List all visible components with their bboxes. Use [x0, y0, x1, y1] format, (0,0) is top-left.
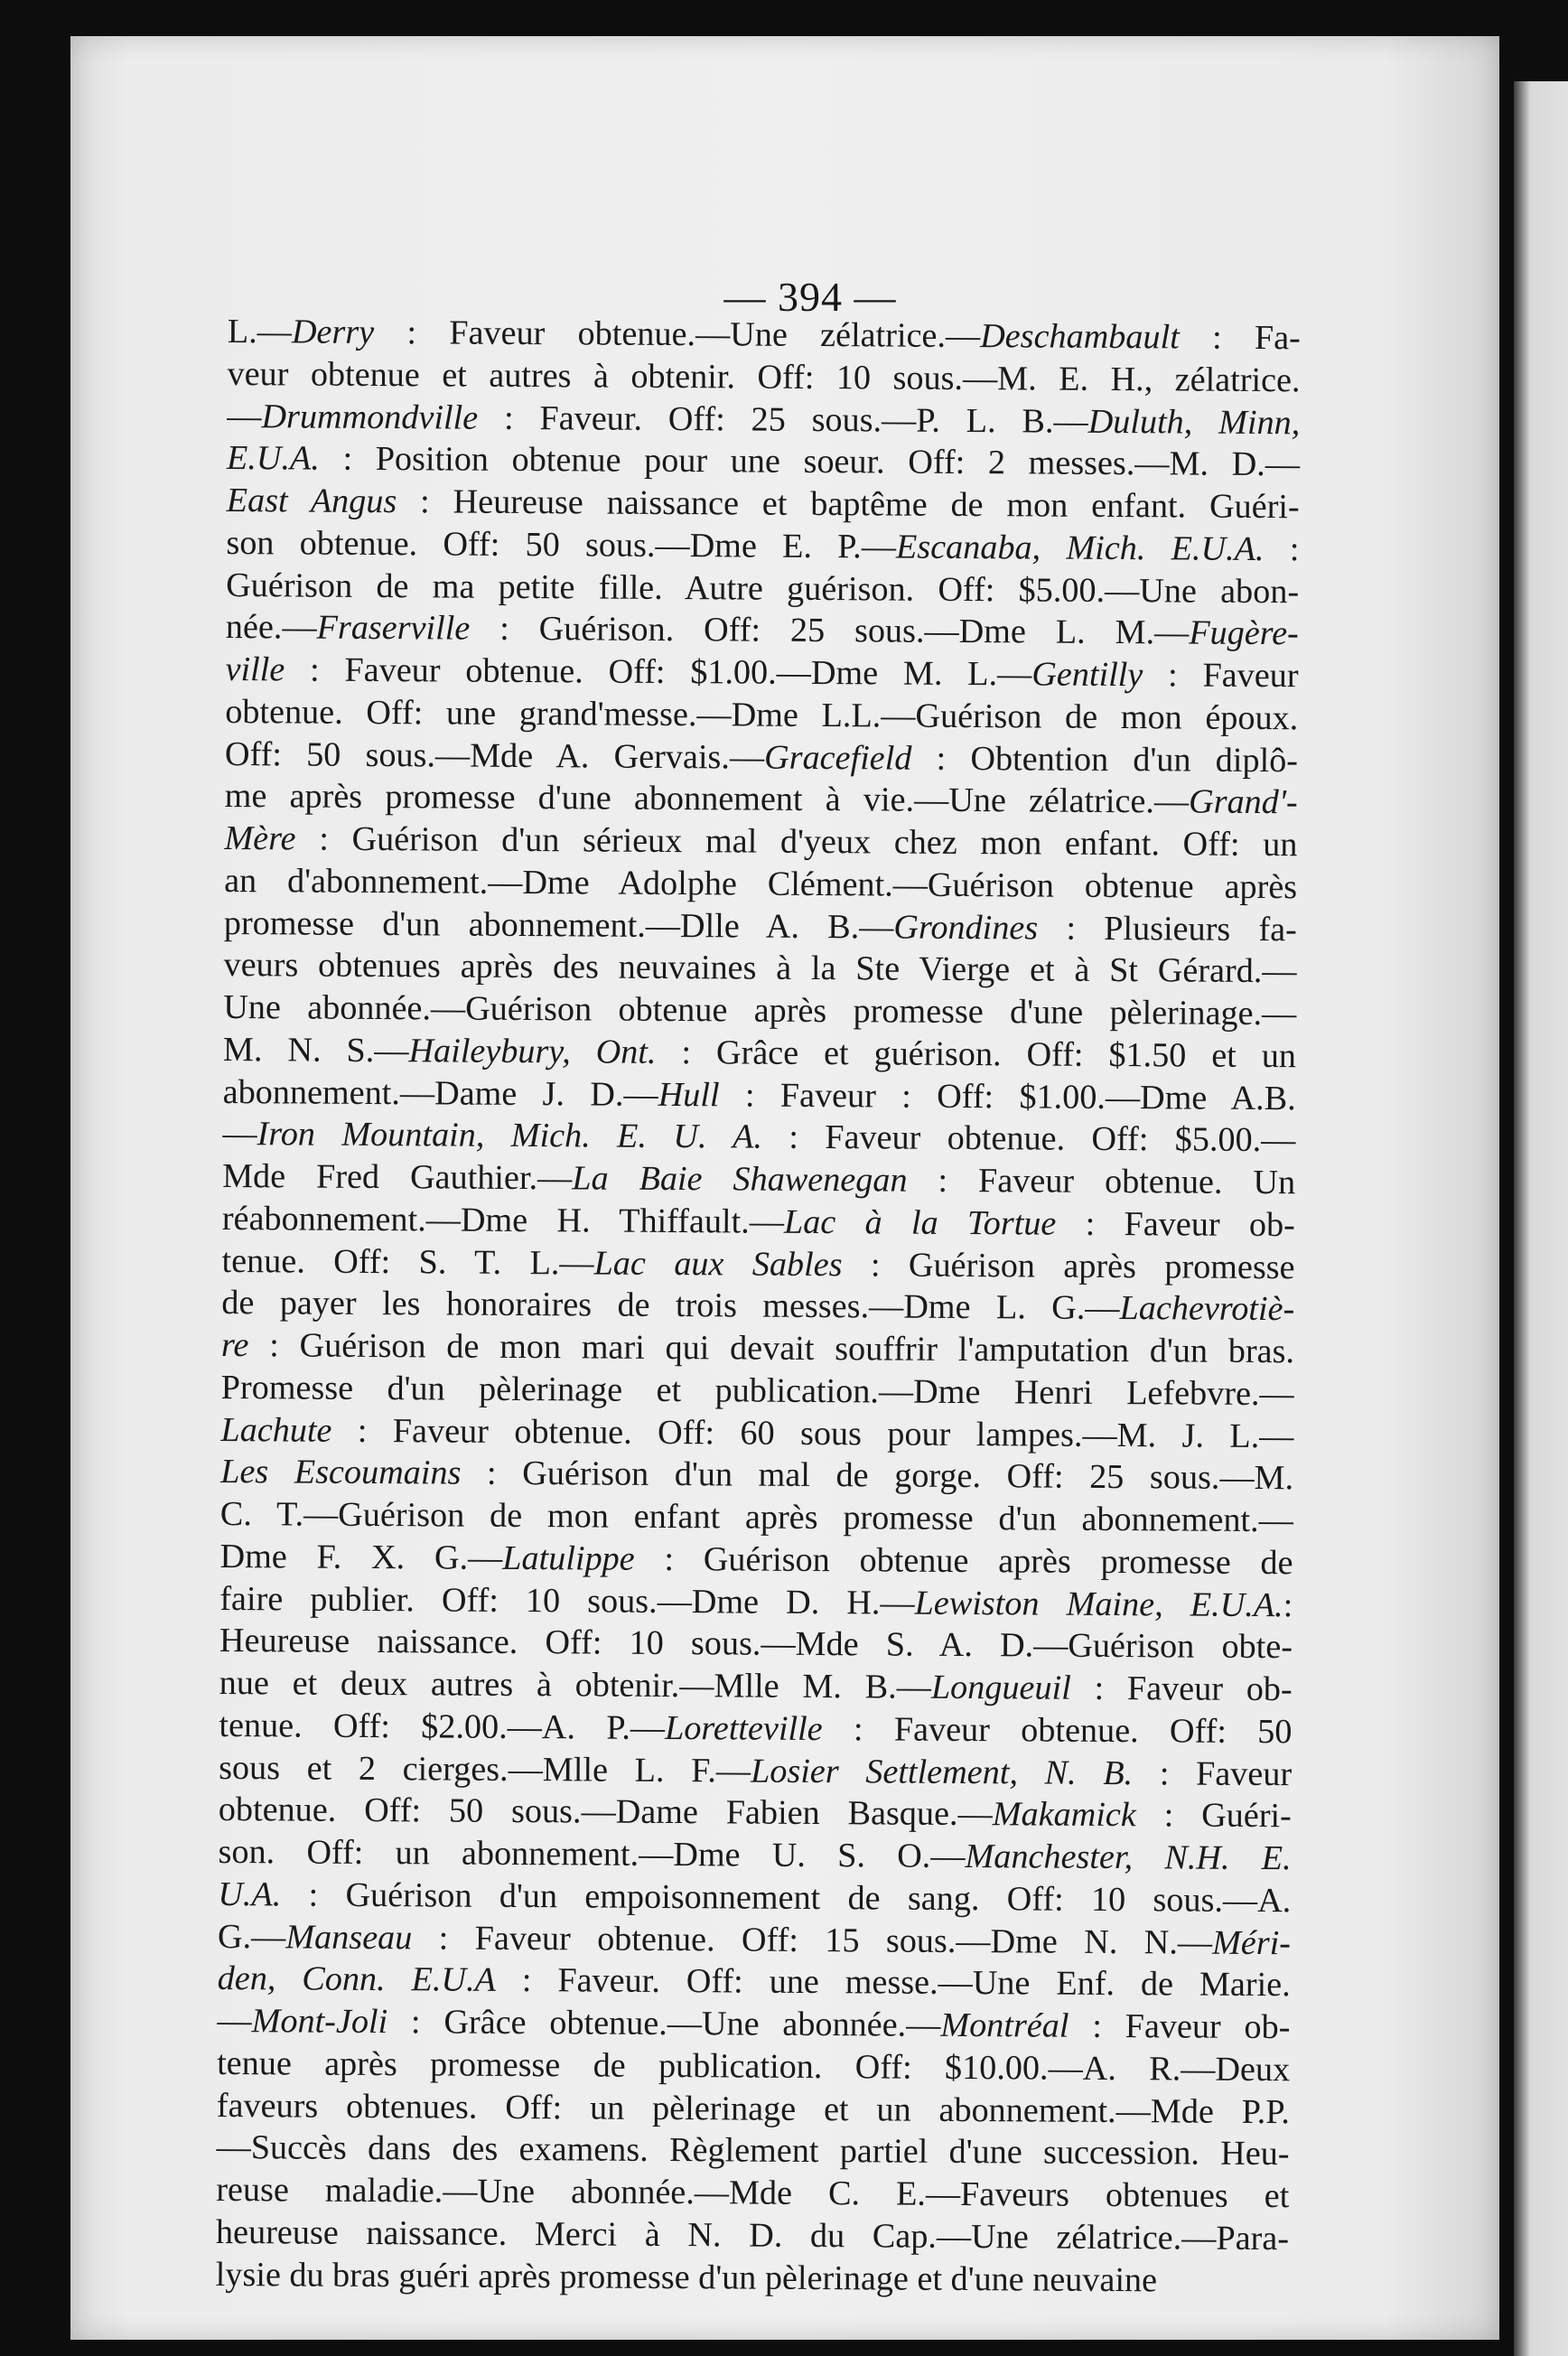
place-name: Makamick	[992, 1795, 1136, 1835]
text-line	[216, 2127, 1289, 2175]
place-name: Fraserville	[316, 608, 471, 648]
text-run: : Faveur	[1133, 1753, 1293, 1793]
text-line	[221, 1367, 1294, 1416]
text-line	[225, 733, 1298, 781]
text-run: : Faveur obtenue. Off: 15 sous.—Dme N. N.—	[412, 1918, 1213, 1962]
text-run: : Faveur obtenue. Off: 60 sous pour lampes.—M. J. L.—	[331, 1411, 1294, 1455]
text-run: : Guérison d'un mal de gorge. Off: 25 sous.—M.	[461, 1454, 1294, 1498]
text-run: : Faveur. Off: une messe.—Une Enf. de Marie.	[495, 1961, 1291, 2005]
place-name: Losier Settlement, N. B.	[750, 1752, 1134, 1792]
text-run: : Guérison d'un sérieux mal d'yeux chez mon enfant. Off: un	[295, 819, 1298, 865]
place-name: Manseau	[285, 1917, 413, 1957]
place-name: U.A.	[218, 1875, 282, 1914]
text-line	[224, 818, 1297, 866]
text-run: —	[227, 397, 262, 435]
text-run: : Guérison d'un empoisonnement de sang. Off: 10 sous.—A.	[281, 1875, 1292, 1920]
text-line	[219, 1536, 1293, 1585]
text-run: —Succès dans des examens. Règlement partiel d'une succession. Heu-	[216, 2128, 1290, 2174]
text-run: son. Off: un abonnement.—Dme U. S. O.—	[218, 1832, 966, 1876]
text-run: : Grâce et guérison. Off: $1.50 et un	[656, 1033, 1297, 1075]
text-run: L.—	[227, 312, 293, 351]
page-number: — 394 —	[723, 274, 897, 320]
place-name: Grondines	[893, 908, 1039, 947]
facing-page-edge	[1514, 81, 1568, 2356]
text-line	[223, 944, 1296, 993]
text-line	[218, 1831, 1291, 1880]
text-run: sous et 2 cierges.—Mlle L. F.—	[219, 1748, 751, 1790]
place-name: Fugère-	[1189, 613, 1299, 653]
text-run: —	[222, 1115, 257, 1154]
text-line	[218, 1874, 1291, 1922]
text-run: :	[1283, 1585, 1293, 1624]
text-run: Off: 50 sous.—Mde A. Gervais.—	[224, 734, 765, 777]
text-run: née.—	[225, 608, 317, 647]
text-run: réabonnement.—Dme H. Thiffault.—	[221, 1199, 785, 1241]
text-run: : Faveur obtenue. Off: $5.00.—	[761, 1117, 1296, 1160]
place-name: Deschambault	[980, 317, 1180, 357]
place-name: Iron Mountain, Mich. E. U. A.	[257, 1115, 763, 1156]
text-run: veur obtenue et autres à obtenir. Off: 10 sous.—M. E. H., zélatrice.	[227, 354, 1301, 400]
place-name: Mont-Joli	[251, 2002, 388, 2042]
place-name: E.U.A.	[226, 439, 321, 478]
text-run: : Faveur obtenue. Off: 50	[822, 1709, 1293, 1751]
text-run: tenue. Off: S. T. L.—	[221, 1241, 594, 1282]
text-run: : Faveur obtenue. Un	[907, 1161, 1296, 1202]
text-run: nue et deux autres à obtenir.—Mlle M. B.—	[219, 1663, 932, 1706]
text-run: faire publier. Off: 10 sous.—Dme D. H.—	[219, 1579, 915, 1622]
text-run: faveurs obtenues. Off: un pèlerinage et un abonnement.—Mde P.P.	[216, 2086, 1290, 2131]
text-line	[222, 1113, 1295, 1162]
text-run: : Guérison après promesse	[842, 1245, 1295, 1286]
text-run: : Faveur obtenue. Off: $1.00.—Dme M. L.—	[285, 650, 1032, 694]
text-line	[227, 437, 1300, 486]
place-name: Lac aux Sables	[593, 1243, 843, 1284]
text-run: : Plusieurs fa-	[1038, 908, 1297, 949]
text-run: obtenue. Off: une grand'messe.—Dme L.L.—Guérison de mon époux.	[225, 692, 1299, 737]
text-line	[219, 1620, 1293, 1669]
text-line	[217, 2084, 1290, 2133]
text-line	[217, 2000, 1290, 2049]
text-run: : Grâce obtenue.—Une abonnée.—	[387, 2003, 941, 2044]
place-name: Grand'-	[1188, 782, 1298, 822]
text-line	[221, 1324, 1294, 1373]
text-run: Promesse d'un pèlerinage et publication.—Dme Henri Lefebvre.—	[220, 1368, 1294, 1413]
text-run: : Guérison. Off: 25 sous.—Dme L. M.—	[470, 609, 1190, 652]
text-run: : Fa-	[1179, 318, 1301, 358]
text-line	[218, 1958, 1291, 2006]
text-run: : Heureuse naissance et baptême de mon enfant. Guéri-	[397, 482, 1300, 527]
text-run: : Faveur. Off: 25 sous.—P. L. B.—	[478, 398, 1088, 441]
place-name: Manchester, N.H. E.	[965, 1837, 1292, 1878]
text-line	[216, 2253, 1289, 2302]
text-line	[222, 1198, 1295, 1247]
text-line	[217, 2043, 1290, 2091]
place-name: Duluth, Minn,	[1087, 402, 1301, 442]
place-name: Méri-	[1211, 1923, 1292, 1962]
body-text	[216, 311, 1301, 2302]
text-line	[220, 1451, 1293, 1500]
place-name: Lewiston Maine, E.U.A.	[914, 1584, 1283, 1624]
text-run: : Faveur	[1143, 656, 1299, 696]
text-run: : Position obtenue pour une soeur. Off: 2 messes.—M. D.—	[319, 439, 1301, 484]
text-line	[220, 1408, 1293, 1457]
text-line	[223, 986, 1296, 1035]
text-line	[221, 1282, 1294, 1331]
text-line	[226, 606, 1299, 655]
text-line	[219, 1746, 1292, 1795]
text-run: tenue. Off: $2.00.—A. P.—	[219, 1706, 666, 1747]
text-run: tenue après promesse de publication. Off: $10.00.—A. R.—Deux	[217, 2043, 1291, 2089]
text-run: M. N. S.—	[222, 1030, 409, 1070]
place-name: Haileybury, Ont.	[408, 1031, 657, 1071]
text-line	[223, 1029, 1296, 1078]
text-line	[218, 1915, 1291, 1964]
text-line	[223, 1070, 1296, 1119]
text-run: lysie du bras guéri après promesse d'un pèlerinage et d'une neuvaine	[215, 2255, 1158, 2299]
text-run: abonnement.—Dame J. D.—	[222, 1072, 658, 1114]
text-line	[222, 1155, 1295, 1204]
text-line	[219, 1662, 1293, 1711]
text-line	[225, 691, 1298, 740]
text-run: promesse d'un abonnement.—Dlle A. B.—	[223, 903, 894, 947]
text-run: :	[1264, 529, 1300, 569]
text-run: Heureuse naissance. Off: 10 sous.—Mde S. A. D.—Guérison obte-	[219, 1622, 1293, 1667]
text-run: : Faveur ob-	[1070, 1669, 1293, 1709]
text-run: de payer les honoraires de trois messes.—Dme L. G.—	[221, 1284, 1120, 1328]
place-name: Latulippe	[502, 1538, 635, 1578]
place-name: Hull	[658, 1075, 720, 1114]
place-name: Gracefield	[763, 738, 912, 778]
text-line	[219, 1789, 1292, 1837]
text-line	[227, 395, 1300, 444]
text-run: : Guéri-	[1135, 1796, 1292, 1836]
text-line	[216, 2211, 1289, 2260]
text-run: G.—	[217, 1917, 286, 1956]
place-name: Les Escoumains	[220, 1453, 462, 1492]
text-run: me après promesse d'une abonnement à vie.—Une zélatrice.—	[224, 777, 1190, 821]
place-name: Escanaba, Mich. E.U.A.	[895, 528, 1265, 568]
text-run: : Faveur ob-	[1056, 1204, 1295, 1244]
text-line	[220, 1493, 1293, 1542]
text-run: Une abonnée.—Guérison obtenue après promesse d'une pèlerinage.—	[223, 987, 1297, 1033]
text-run: obtenue. Off: 50 sous.—Dame Fabien Basque.—	[218, 1790, 993, 1834]
text-run: : Guérison de mon mari qui devait souffrir l'amputation d'un bras.	[248, 1326, 1295, 1371]
text-line	[219, 1577, 1293, 1626]
text-line	[227, 480, 1300, 528]
text-line	[225, 649, 1298, 697]
text-line	[221, 1239, 1294, 1288]
text-line	[216, 2169, 1289, 2218]
place-name: Montréal	[940, 2005, 1069, 2045]
text-run: C. T.—Guérison de mon enfant après promesse d'un abonnement.—	[219, 1494, 1293, 1540]
text-run: : Faveur ob-	[1069, 2006, 1291, 2047]
text-run: Dme F. X. G.—	[219, 1537, 503, 1577]
text-run: : Guérison obtenue après promesse de	[634, 1539, 1293, 1582]
place-name: East Angus	[226, 481, 397, 521]
text-run: : Obtention d'un diplô-	[911, 739, 1299, 780]
text-run: heureuse naissance. Merci à N. D. du Cap.—Une zélatrice.—Para-	[215, 2212, 1290, 2258]
place-name: ville	[225, 650, 285, 689]
place-name: re	[220, 1325, 249, 1365]
place-name: den, Conn. E.U.A	[217, 1959, 497, 2000]
text-line	[228, 311, 1301, 360]
text-line	[219, 1705, 1292, 1753]
place-name: Lachute	[220, 1410, 332, 1450]
text-line	[227, 353, 1300, 402]
place-name: Lachevrotiè-	[1119, 1289, 1295, 1329]
text-run: reuse maladie.—Une abonnée.—Mde C. E.—Faveurs obtenues et	[216, 2170, 1290, 2216]
place-name: Loretteville	[664, 1708, 823, 1748]
text-run: —	[217, 2001, 252, 2041]
place-name: La Baie Shawenegan	[572, 1159, 908, 1200]
text-run: son obtenue. Off: 50 sous.—Dme E. P.—	[226, 523, 897, 566]
text-run: an d'abonnement.—Dme Adolphe Clément.—Guérison obtenue après	[224, 861, 1298, 906]
place-name: Lac à la Tortue	[783, 1202, 1057, 1243]
text-run: : Faveur : Off: $1.00.—Dme A.B.	[719, 1075, 1296, 1117]
text-run: veurs obtenues après des neuvaines à la Ste Vierge et à St Gérard.—	[223, 946, 1297, 991]
place-name: Derry	[291, 313, 375, 351]
place-name: Gentilly	[1031, 655, 1143, 695]
text-run: Mde Fred Gauthier.—	[222, 1156, 573, 1198]
place-name: Drummondville	[261, 397, 479, 437]
text-line	[226, 564, 1299, 612]
text-line	[226, 522, 1299, 571]
place-name: Mère	[224, 818, 296, 858]
text-line	[225, 775, 1298, 824]
text-run: Guérison de ma petite fille. Autre guérison. Off: $5.00.—Une abon-	[226, 566, 1300, 611]
text-line	[224, 902, 1297, 950]
place-name: Longueuil	[930, 1668, 1071, 1707]
text-line	[224, 860, 1297, 909]
text-run: : Faveur obtenue.—Une zélatrice.—	[373, 313, 981, 356]
